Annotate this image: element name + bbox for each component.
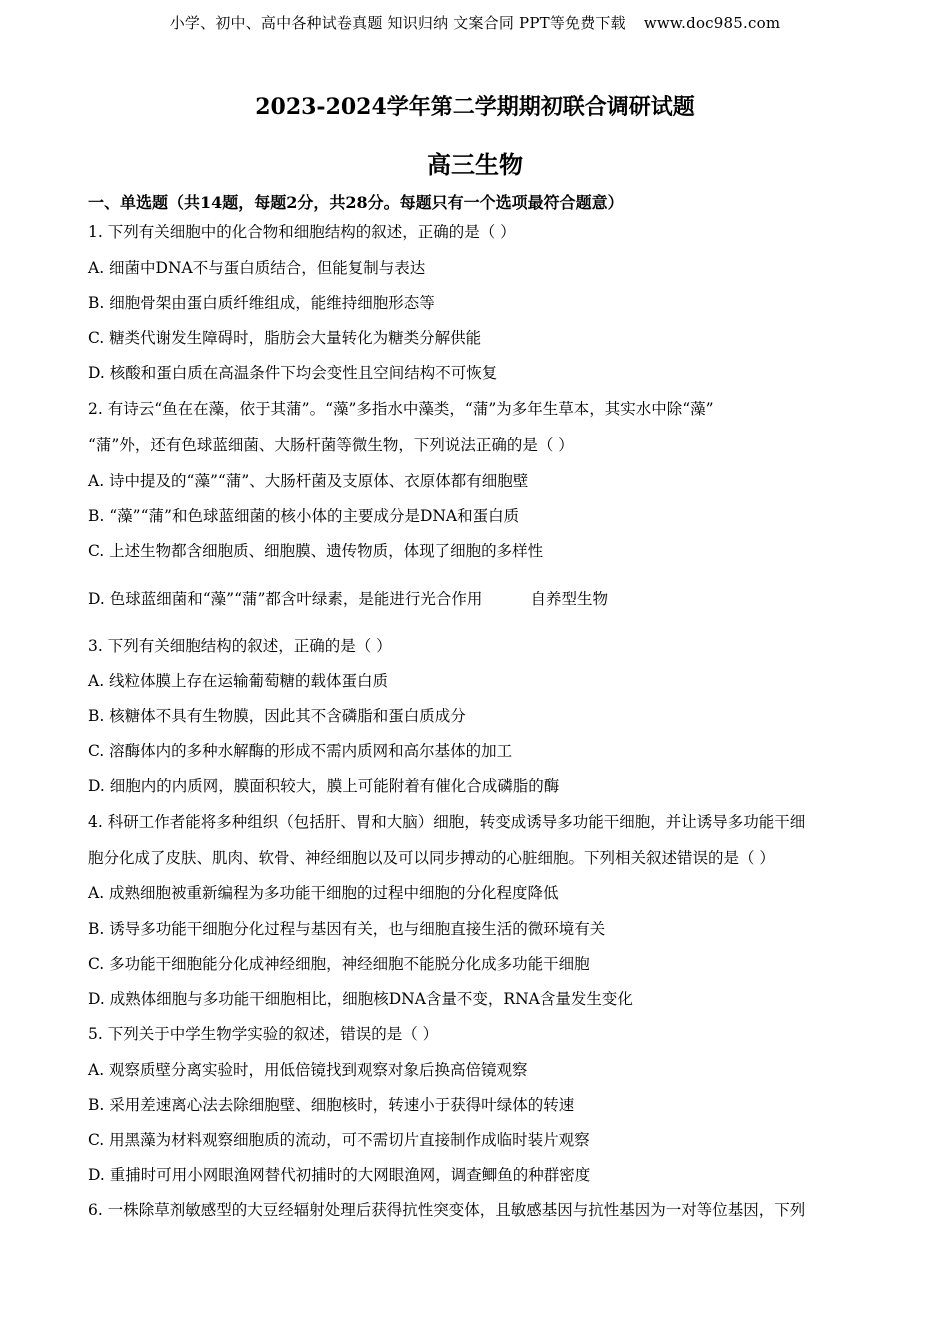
question-3-option-b: B. 核糖体不具有生物膜，因此其不含磷脂和蛋白质成分 <box>88 707 466 725</box>
question-1-option-a: A. 细菌中DNA不与蛋白质结合，但能复制与表达 <box>88 259 426 277</box>
question-2-option-b: B. “藻”“蒲”和色球蓝细菌的核小体的主要成分是DNA和蛋白质 <box>88 507 520 525</box>
header-site-link[interactable]: www.doc985.com <box>643 14 781 32</box>
question-6-stem-line-1: 6. 一株除草剂敏感型的大豆经辐射处理后获得抗性突变体，且敏感基因与抗性基因为一对等位基因，下列 <box>88 1201 806 1219</box>
question-1-option-b: B. 细胞骨架由蛋白质纤维组成，能维持细胞形态等 <box>88 294 435 312</box>
question-2-option-d-part-1: D. 色球蓝细菌和“藻”“蒲”都含叶绿素，是能进行光合作用 <box>88 590 483 608</box>
exam-title: 2023-2024学年第二学期期初联合调研试题 <box>255 94 695 120</box>
question-2-option-d <box>88 587 878 609</box>
question-5-option-a: A. 观察质壁分离实验时，用低倍镜找到观察对象后换高倍镜观察 <box>88 1061 528 1079</box>
question-4-option-b: B. 诱导多功能干细胞分化过程与基因有关，也与细胞直接生活的微环境有关 <box>88 920 606 938</box>
question-4-option-a: A. 成熟细胞被重新编程为多功能干细胞的过程中细胞的分化程度降低 <box>88 884 559 902</box>
question-2-stem-line-1: 2. 有诗云“鱼在在藻，依于其蒲”。“藻”多指水中藻类，“蒲”为多年生草本，其实水中除“藻” <box>88 400 714 418</box>
question-3-option-a: A. 线粒体膜上存在运输葡萄糖的载体蛋白质 <box>88 672 389 690</box>
section-heading: 一、单选题（共14题，每题2分，共28分。每题只有一个选项最符合题意） <box>88 193 624 212</box>
question-5-option-c: C. 用黑藻为材料观察细胞质的流动，可不需切片直接制作成临时装片观察 <box>88 1131 590 1149</box>
exam-subtitle: 高三生物 <box>427 150 523 179</box>
question-4-option-d: D. 成熟体细胞与多功能干细胞相比，细胞核DNA含量不变，RNA含量发生变化 <box>88 990 633 1008</box>
question-5-option-b: B. 采用差速离心法去除细胞壁、细胞核时，转速小于获得叶绿体的转速 <box>88 1096 575 1114</box>
question-3-stem: 3. 下列有关细胞结构的叙述，正确的是（ ） <box>88 637 392 655</box>
question-2-option-c: C. 上述生物都含细胞质、细胞膜、遗传物质，体现了细胞的多样性 <box>88 542 544 560</box>
header-text: 小学、初中、高中各种试卷真题 知识归纳 文案合同 PPT等免费下载 <box>169 14 626 32</box>
question-1-option-c: C. 糖类代谢发生障碍时，脂肪会大量转化为糖类分解供能 <box>88 329 482 347</box>
question-3-option-c: C. 溶酶体内的多种水解酶的形成不需内质网和高尔基体的加工 <box>88 742 513 760</box>
question-2-stem-line-2: “蒲”外，还有色球蓝细菌、大肠杆菌等微生物，下列说法正确的是（ ） <box>88 436 574 454</box>
question-4-option-c: C. 多功能干细胞能分化成神经细胞，神经细胞不能脱分化成多功能干细胞 <box>88 955 590 973</box>
question-2-option-d-part-2: 自养型生物 <box>530 590 608 608</box>
question-2-option-a: A. 诗中提及的“藻”“蒲”、大肠杆菌及支原体、衣原体都有细胞壁 <box>88 472 529 490</box>
question-5-option-d: D. 重捕时可用小网眼渔网替代初捕时的大网眼渔网，调查鲫鱼的种群密度 <box>88 1166 591 1184</box>
question-1-option-d: D. 核酸和蛋白质在高温条件下均会变性且空间结构不可恢复 <box>88 364 498 382</box>
question-4-stem-line-1: 4. 科研工作者能将多种组织（包括肝、胃和大脑）细胞，转变成诱导多功能干细胞，并让诱导多功能干细 <box>88 813 806 831</box>
question-4-stem-line-2: 胞分化成了皮肤、肌肉、软骨、神经细胞以及可以同步搏动的心脏细胞。下列相关叙述错误的是（ ） <box>88 849 775 867</box>
page-header <box>0 12 950 33</box>
question-5-stem: 5. 下列关于中学生物学实验的叙述，错误的是（ ） <box>88 1025 439 1043</box>
question-3-option-d: D. 细胞内的内质网，膜面积较大，膜上可能附着有催化合成磷脂的酶 <box>88 777 560 795</box>
question-1-stem: 1. 下列有关细胞中的化合物和细胞结构的叙述，正确的是（ ） <box>88 223 516 241</box>
